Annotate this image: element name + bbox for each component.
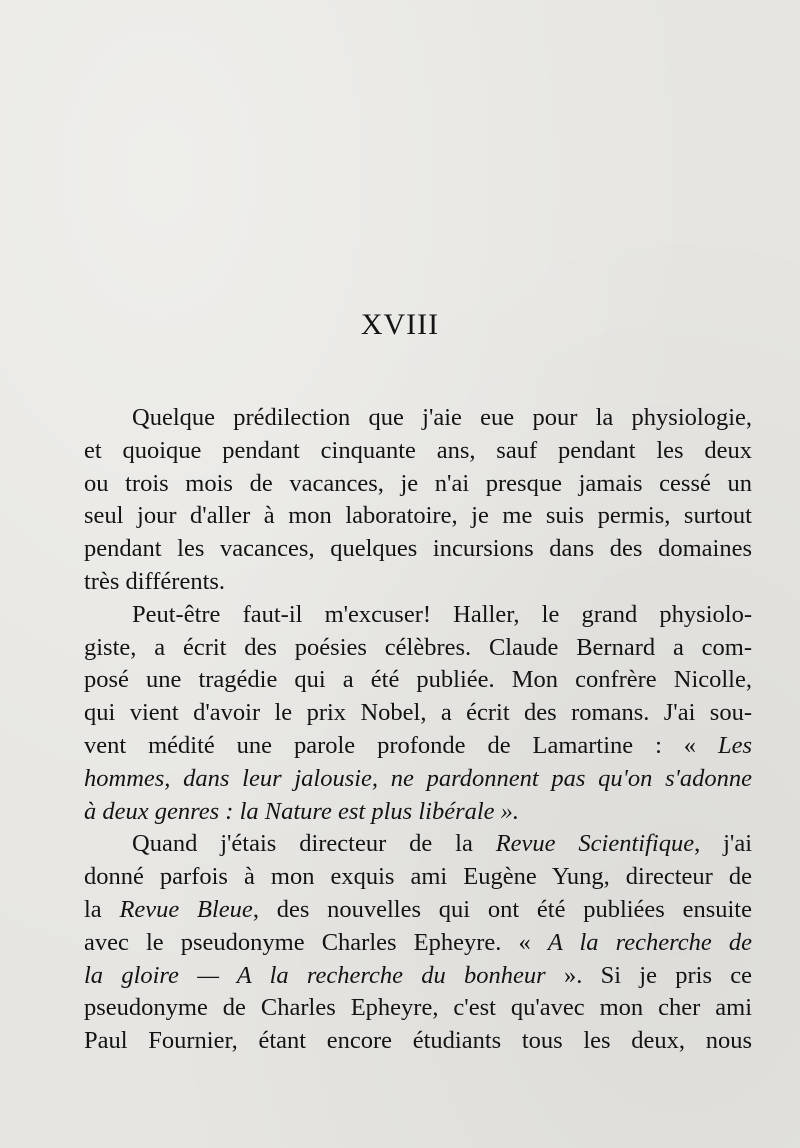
text-span: vent médité une parole profonde de Lamartine : « (84, 731, 718, 759)
text-line-italic: hommes, dans leur jalousie, ne pardonnent pas qu'on s'adonne (84, 764, 752, 792)
text-line: et quoique pendant cinquante ans, sauf pendant les deux (84, 436, 752, 464)
text-line: très différents. (84, 567, 226, 595)
text-span: avec le pseudonyme Charles Epheyre. « (84, 928, 548, 956)
text-span-italic: Revue Bleue (119, 895, 253, 923)
text-span: ». Si je pris ce (545, 961, 752, 989)
text-line: Peut-être faut-il m'excuser! Haller, le grand physiolo- (132, 600, 752, 628)
text-span: la (84, 895, 120, 923)
text-line: qui vient d'avoir le prix Nobel, a écrit des romans. J'ai sou- (84, 699, 752, 727)
text-line: donné parfois à mon exquis ami Eugène Yung, directeur de (84, 863, 752, 891)
text-line: pendant les vacances, quelques incursions dans des domaines (84, 535, 752, 563)
text-span-italic: Revue Scientifique (495, 830, 695, 858)
text-span: , j'ai (694, 830, 753, 858)
body-text (84, 402, 752, 1058)
text-span: Quand j'étais directeur de la (132, 830, 496, 858)
text-line: Paul Fournier, étant encore étudiants tous les deux, nous (84, 1027, 752, 1055)
text-line: giste, a écrit des poésies célèbres. Claude Bernard a com- (84, 633, 752, 661)
text-line-mixed (84, 730, 752, 763)
text-span-italic: la gloire — A la recherche du bonheur (84, 961, 546, 989)
text-line-mixed (84, 960, 752, 993)
text-line-mixed (84, 927, 752, 960)
text-line: Quelque prédilection que j'aie eue pour la physiologie, (132, 404, 752, 431)
text-line-mixed (84, 894, 752, 927)
text-line: pseudonyme de Charles Epheyre, c'est qu'avec mon cher ami (84, 994, 752, 1022)
text-line-italic: à deux genres : la Nature est plus libérale ». (84, 797, 520, 825)
text-line: posé une tragédie qui a été publiée. Mon confrère Nicolle, (84, 666, 752, 694)
text-line: seul jour d'aller à mon laboratoire, je me suis permis, surtout (84, 502, 752, 530)
text-line-mixed (84, 828, 752, 861)
chapter-title: XVIII (360, 308, 440, 341)
text-span-italic: Les (717, 731, 752, 759)
text-line: ou trois mois de vacances, je n'ai presque jamais cessé un (84, 469, 752, 497)
text-span-italic: A la recherche de (547, 928, 752, 956)
text-span: , des nouvelles qui ont été publiées ensuite (252, 895, 752, 923)
